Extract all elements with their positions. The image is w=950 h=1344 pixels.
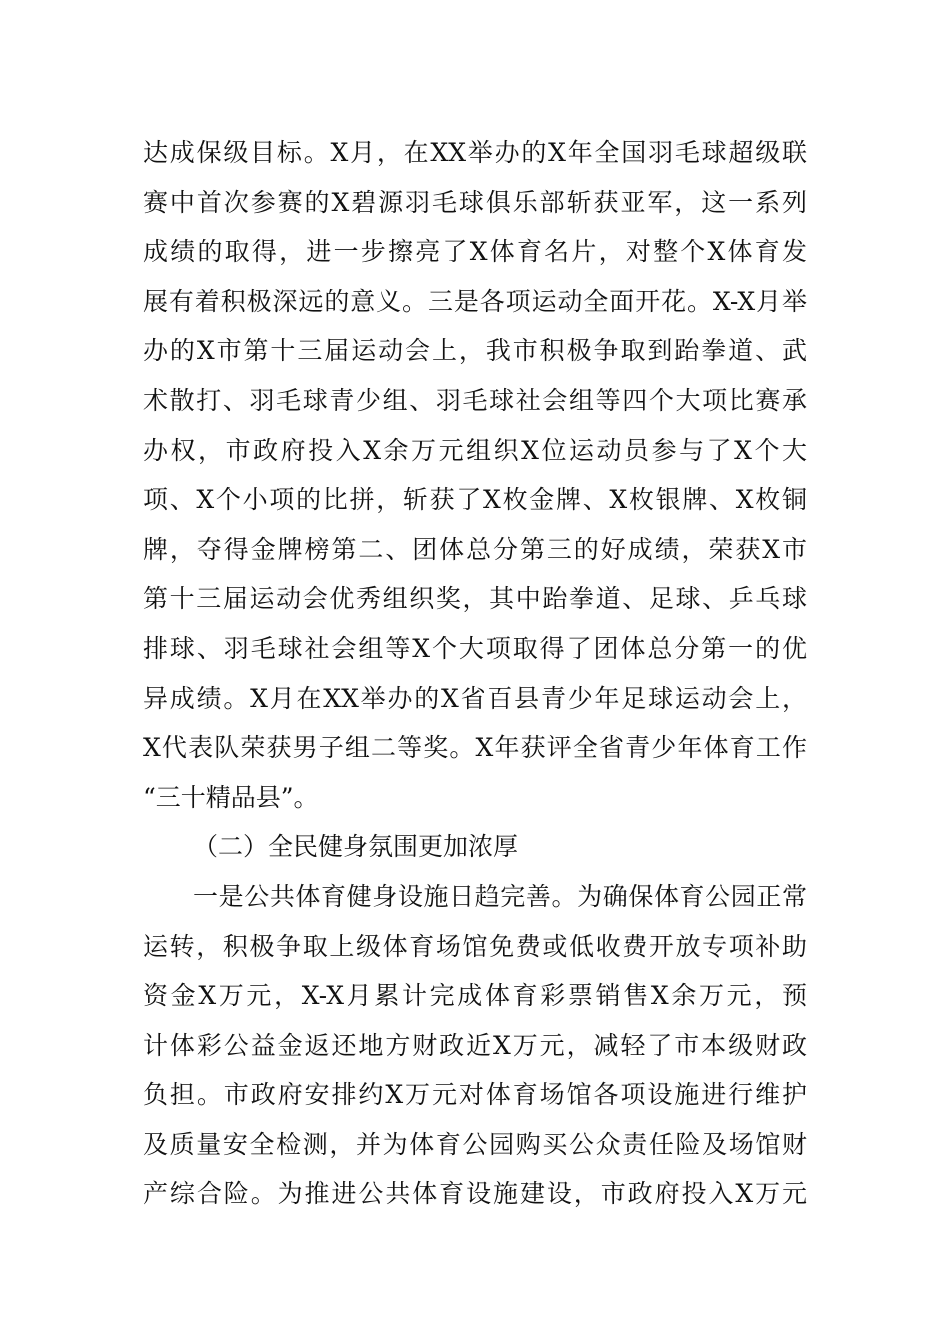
text-line: X代表队荣获男子组二等奖。X年获评全省青少年体育工作 [143,733,807,763]
text-line: 排球、羽毛球社会组等X个大项取得了团体总分第一的优 [143,633,807,663]
text-line: 异成绩。X月在XX举办的X省百县青少年足球运动会上， [143,683,807,713]
text-line: 达成保级目标。X月，在XX举办的X年全国羽毛球超级联 [143,138,807,167]
text-line: 展有着积极深远的意义。三是各项运动全面开花。X-X月举 [143,286,807,316]
text-line: 一是公共体育健身设施日趋完善。为确保体育公园正常 [193,881,807,911]
text-line: 办权，市政府投入X余万元组织X位运动员参与了X个大 [143,435,807,465]
text-line: 第十三届运动会优秀组织奖，其中跆拳道、足球、乒乓球 [143,584,807,614]
text-line: 及质量安全检测，并为体育公园购买公众责任险及场馆财 [143,1129,807,1159]
paragraph-2 [143,872,807,1219]
text-line: “三十精品县”。 [143,782,319,812]
section-heading: （二）全民健身氛围更加浓厚 [193,832,519,862]
paragraph-1 [143,128,807,822]
text-line: 术散打、羽毛球青少组、羽毛球社会组等四个大项比赛承 [143,385,807,415]
text-line: 产综合险。为推进公共体育设施建设，市政府投入X万元 [143,1179,807,1209]
text-line: 牌，夺得金牌榜第二、团体总分第三的好成绩，荣获X市 [143,534,807,564]
text-line: 负担。市政府安排约X万元对体育场馆各项设施进行维护 [143,1080,807,1110]
text-line: 计体彩公益金返还地方财政近X万元，减轻了市本级财政 [143,1030,807,1060]
text-line: 成绩的取得，进一步擦亮了X体育名片，对整个X体育发 [143,237,807,267]
text-line: 项、X个小项的比拼，斩获了X枚金牌、X枚银牌、X枚铜 [143,485,807,515]
text-line: 办的X市第十三届运动会上，我市积极争取到跆拳道、武 [143,336,807,366]
document-body [143,128,807,1219]
text-line: 资金X万元，X-X月累计完成体育彩票销售X余万元，预 [143,981,807,1011]
text-line: 赛中首次参赛的X碧源羽毛球俱乐部斩获亚军，这一系列 [143,187,807,217]
text-line: 运转，积极争取上级体育场馆免费或低收费开放专项补助 [143,931,807,961]
